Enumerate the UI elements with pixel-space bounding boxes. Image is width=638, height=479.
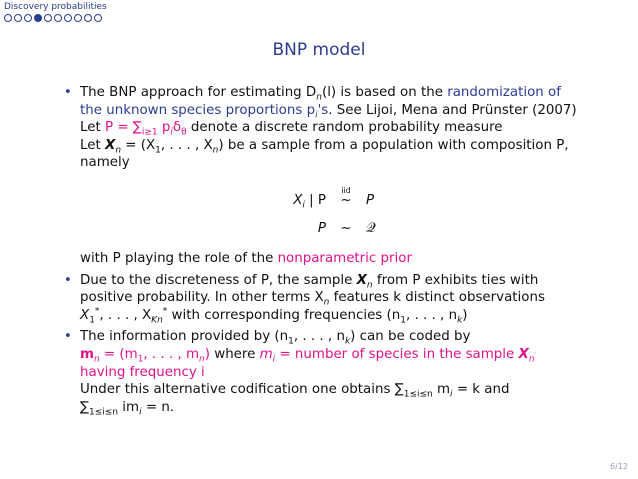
b3-line5: $\sum_{1\le i\le n}$ $im_i = n$. [80, 399, 175, 418]
bullet-information-coding [64, 328, 604, 416]
b3-line3: having frequency i [80, 364, 205, 380]
b3-line2: $m_n = (m_1$, . . . , $m_n$) where $m_i$ = number of species in the sample $X_n$ [80, 346, 535, 365]
nav-dot-1[interactable] [4, 14, 12, 22]
nav-dot-8[interactable] [74, 14, 82, 22]
b3-line4: Under this alternative codification one obtains $\sum_{1\le i\le n}$ $m_i = k$ and [80, 382, 510, 400]
equation-prior: P ~ 𝒬 [317, 220, 376, 236]
b1-line4: Let $X_n = (X_1$, . . . , $X_n$) be a sample from a population with composition P, [80, 137, 569, 156]
nav-dot-2[interactable] [14, 14, 22, 22]
navigation-dots [4, 14, 102, 22]
nav-dot-10[interactable] [94, 14, 102, 22]
nav-dot-3[interactable] [24, 14, 32, 22]
b1-line5: namely [80, 155, 130, 171]
equation-sampling: $X_i$ | P iid ~ P [293, 185, 375, 211]
b2-line1: • Due to the discreteness of P, the sample $X_n$ from P exhibits ties with [80, 272, 539, 291]
slide-content [64, 84, 604, 416]
section-title[interactable]: Discovery probabilities [4, 2, 107, 12]
nav-dot-7[interactable] [64, 14, 72, 22]
b3-line1: • The information provided by ($n_1$, . . . , $n_k$) can be coded by [80, 329, 471, 348]
nav-dot-6[interactable] [54, 14, 62, 22]
b1-line6: with P playing the role of the nonparametric prior [80, 250, 412, 266]
bullet-bnp-approach [64, 84, 604, 268]
b1-line2: the unknown species proportions $p_i's$. See Lijoi, Mena and Prünster (2007) [80, 102, 577, 121]
slide-title: BNP model [272, 40, 366, 60]
nav-dot-5[interactable] [44, 14, 52, 22]
beamer-header [0, 0, 638, 28]
model-equations [80, 178, 604, 246]
page-number: 6/12 [610, 462, 628, 471]
b2-line3: $X_1^*$, . . . , $X_{Kn}^*$ with corresponding frequencies ($n_1$, . . . , $n_k$) [80, 306, 468, 326]
b1-line1: • The BNP approach for estimating $D_n(l)$ is based on the randomization of [80, 85, 561, 103]
nav-dot-9[interactable] [84, 14, 92, 22]
b2-line2: positive probability. In other terms $X_n$ features k distinct observations [80, 290, 545, 308]
bullet-discreteness [64, 272, 604, 325]
b1-line3: Let $P = \sum_{i\ge 1}$ $p_i\delta_\theta$ denote a discrete random probability measure [80, 120, 503, 138]
nav-dot-4[interactable] [34, 14, 42, 22]
